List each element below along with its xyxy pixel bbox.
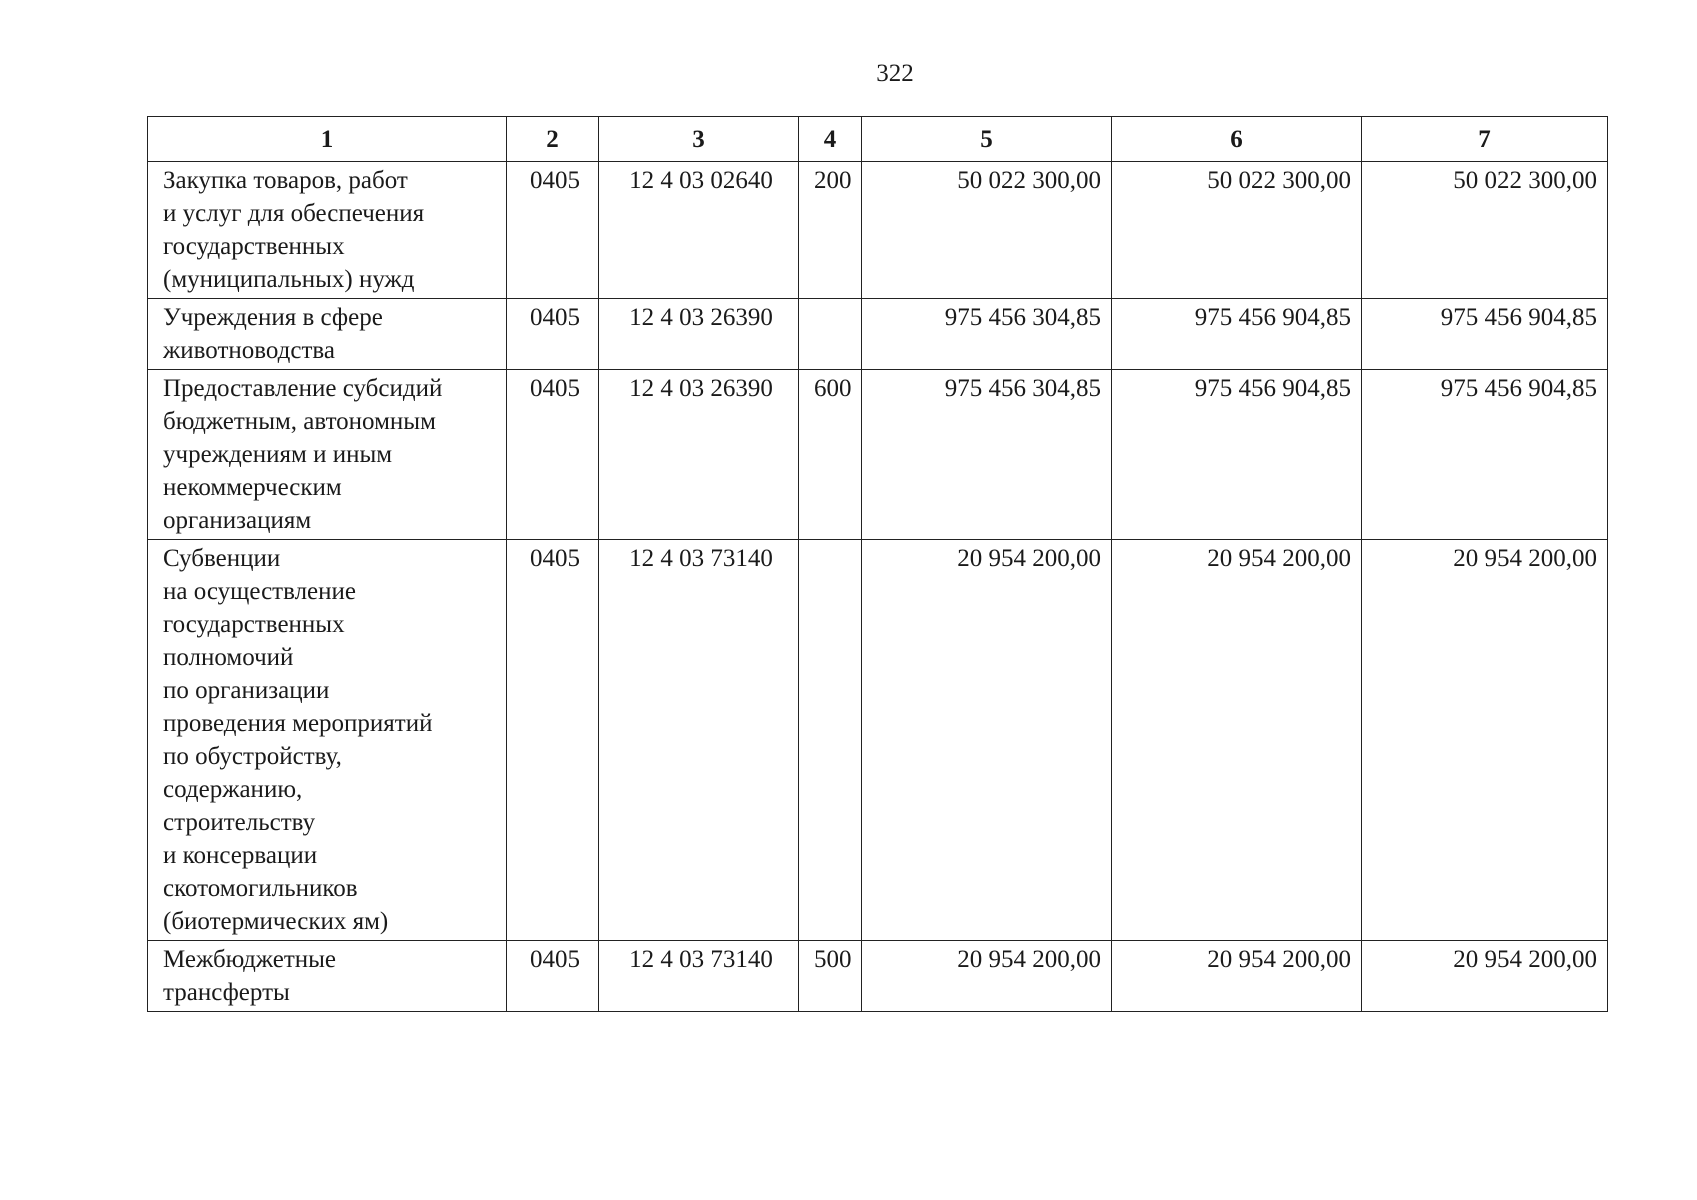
- name-line: бюджетным, автономным: [163, 408, 436, 435]
- row-name: [148, 162, 507, 299]
- header-col-2: 2: [507, 117, 599, 162]
- budget-table: [147, 116, 1608, 1012]
- name-line: (биотермических ям): [163, 908, 389, 935]
- table-row: [148, 941, 1608, 1012]
- page-number: 322: [876, 60, 914, 87]
- row-section: 0405: [507, 162, 599, 299]
- row-amount-1: 975 456 304,85: [862, 370, 1112, 540]
- table-row: [148, 162, 1608, 299]
- name-line: Субвенции: [163, 545, 281, 572]
- name-line: государственных: [163, 233, 345, 260]
- table-row: [148, 540, 1608, 941]
- header-col-3: 3: [599, 117, 799, 162]
- name-line: некоммерческим: [163, 474, 342, 501]
- row-section: 0405: [507, 299, 599, 370]
- row-amount-1: 20 954 200,00: [862, 540, 1112, 941]
- name-line: скотомогильников: [163, 875, 358, 902]
- row-amount-3: 975 456 904,85: [1362, 299, 1608, 370]
- row-amount-2: 975 456 904,85: [1112, 370, 1362, 540]
- row-section: 0405: [507, 540, 599, 941]
- row-type: [799, 299, 862, 370]
- row-amount-2: 975 456 904,85: [1112, 299, 1362, 370]
- row-amount-1: 20 954 200,00: [862, 941, 1112, 1012]
- row-amount-3: 20 954 200,00: [1362, 941, 1608, 1012]
- name-line: Предоставление субсидий: [163, 375, 443, 402]
- header-col-1: 1: [148, 117, 507, 162]
- row-code: 12 4 03 73140: [599, 941, 799, 1012]
- header-row: [148, 117, 1608, 162]
- row-code: 12 4 03 26390: [599, 299, 799, 370]
- row-amount-3: 20 954 200,00: [1362, 540, 1608, 941]
- name-line: государственных: [163, 611, 345, 638]
- row-type: [799, 540, 862, 941]
- header-col-5: 5: [862, 117, 1112, 162]
- name-line: (муниципальных) нужд: [163, 266, 415, 293]
- row-name: [148, 299, 507, 370]
- row-type: 500: [799, 941, 862, 1012]
- table-row: [148, 299, 1608, 370]
- row-name: [148, 540, 507, 941]
- header-col-6: 6: [1112, 117, 1362, 162]
- row-amount-3: 975 456 904,85: [1362, 370, 1608, 540]
- header-col-4: 4: [799, 117, 862, 162]
- row-amount-2: 20 954 200,00: [1112, 540, 1362, 941]
- name-line: содержанию,: [163, 776, 303, 803]
- row-amount-2: 50 022 300,00: [1112, 162, 1362, 299]
- name-line: проведения мероприятий: [163, 710, 433, 737]
- name-line: Межбюджетные: [163, 946, 337, 973]
- row-section: 0405: [507, 370, 599, 540]
- row-name: [148, 941, 507, 1012]
- header-col-7: 7: [1362, 117, 1608, 162]
- name-line: строительству: [163, 809, 316, 836]
- row-amount-1: 975 456 304,85: [862, 299, 1112, 370]
- row-amount-3: 50 022 300,00: [1362, 162, 1608, 299]
- name-line: и услуг для обеспечения: [163, 200, 425, 227]
- row-code: 12 4 03 26390: [599, 370, 799, 540]
- name-line: по организации: [163, 677, 330, 704]
- row-type: 200: [799, 162, 862, 299]
- row-code: 12 4 03 73140: [599, 540, 799, 941]
- name-line: и консервации: [163, 842, 318, 869]
- name-line: Учреждения в сфере: [163, 304, 383, 331]
- row-amount-2: 20 954 200,00: [1112, 941, 1362, 1012]
- name-line: животноводства: [163, 337, 335, 364]
- name-line: трансферты: [163, 979, 290, 1006]
- name-line: на осуществление: [163, 578, 357, 605]
- row-amount-1: 50 022 300,00: [862, 162, 1112, 299]
- table-row: [148, 370, 1608, 540]
- name-line: Закупка товаров, работ: [163, 167, 408, 194]
- row-section: 0405: [507, 941, 599, 1012]
- name-line: полномочий: [163, 644, 294, 671]
- name-line: учреждениям и иным: [163, 441, 393, 468]
- name-line: по обустройству,: [163, 743, 342, 770]
- name-line: организациям: [163, 507, 312, 534]
- row-name: [148, 370, 507, 540]
- row-code: 12 4 03 02640: [599, 162, 799, 299]
- row-type: 600: [799, 370, 862, 540]
